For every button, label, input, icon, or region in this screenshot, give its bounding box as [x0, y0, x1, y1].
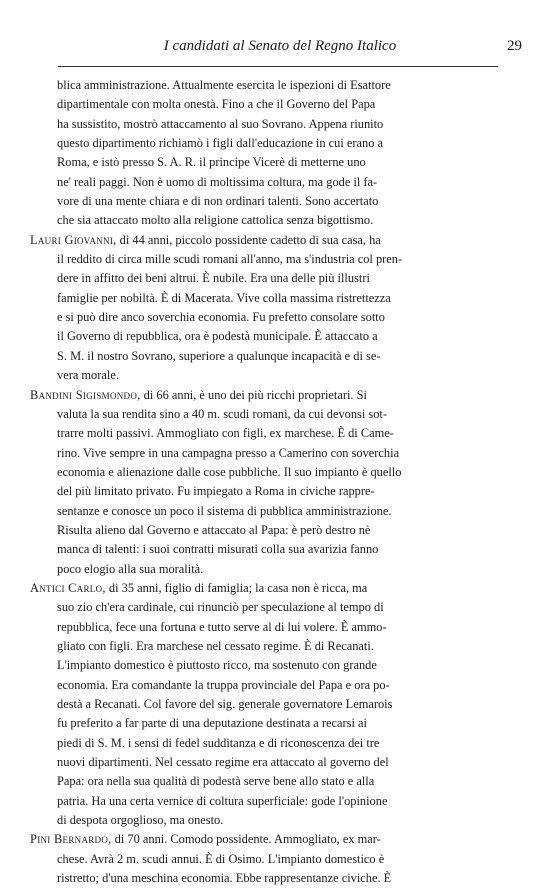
text-line: il Governo di repubblica, ora è podestà municipale. È attaccato a — [57, 329, 378, 344]
text-line: vera morale. — [57, 368, 119, 383]
text-line: ristretto; d'una meschina economia. Ebbe rappresentanze civiche. È — [57, 871, 392, 886]
entry-text: di 66 anni, è uno dei più ricchi proprietari. Si — [140, 387, 367, 402]
text-line: piedi di S. M. i sensi di fedel sudditanza e di riconoscenza dei tre — [57, 735, 380, 750]
entry-name: Pini Bernardo, — [30, 832, 112, 847]
text-line: Risulta alieno dal Governo e attaccato al Papa: è però destro nè — [57, 522, 371, 537]
text-line: famiglie per nobiltà. È di Macerata. Vive colla massima ristrettezza — [57, 290, 391, 305]
paragraph-bandini — [30, 386, 500, 579]
text-line: S. M. il nostro Sovrano, superiore a qualunque incapacità e di se- — [57, 348, 381, 363]
text-line — [30, 579, 500, 598]
text-line: ne' reali paggi. Non è uomo di moltissima coltura, ma gode il fa- — [57, 174, 378, 189]
text-line: poco elogio alla sua moralità. — [57, 561, 204, 576]
paragraph-lauri — [30, 231, 500, 386]
running-header — [30, 38, 530, 60]
entry-text: di 44 anni, piccolo possidente cadetto di sua casa, ha — [116, 232, 381, 247]
text-line: economia. Era comandante la truppa provinciale del Papa e ora po- — [57, 677, 390, 692]
paragraph-intro — [30, 76, 500, 231]
text-line: gliato con figli. Era marchese nel cessato regime. È di Recanati. — [57, 638, 374, 653]
text-line: fu preferito a far parte di una deputazione destinata a recarsi ai — [57, 716, 367, 731]
text-line: manca di talenti: i suoi contratti misurati colla sua avarizia fanno — [57, 542, 379, 557]
text-line: rino. Vive sempre in una campagna presso a Camerino con soverchia — [57, 445, 400, 460]
text-line — [30, 231, 500, 250]
entry-name: Bandini Sigismondo, — [30, 387, 141, 402]
entry-text: di 70 anni. Comodo possidente. Ammogliato, ex mar- — [111, 832, 381, 847]
text-line: repubblica, fece una fortuna e tutto serve al di lui volere. È ammo- — [57, 619, 387, 634]
text-line — [30, 386, 500, 405]
page-number: 29 — [507, 38, 522, 54]
page-body — [30, 76, 500, 888]
text-line: Roma, e istò presso S. A. R. il principe Vicerè di metterne uno — [57, 155, 366, 170]
text-line: vore di una mente chiara e di non ordinari talenti. Sono accertato — [57, 194, 379, 209]
text-line: sentanze e conosce un poco il sistema di pubblica amministrazione. — [57, 503, 392, 518]
text-line: chese. Avrà 2 m. scudi annui. È di Osimo. L'impianto domestico è — [57, 851, 385, 866]
text-line: valuta la sua rendita sino a 40 m. scudi romani, da cui devonsi sot- — [57, 406, 387, 421]
text-line: che sia attaccato molto alla religione cattolica senza bigottismo. — [57, 213, 374, 228]
text-line: economia e alienazione dalle cose pubbliche. Il suo impianto è quello — [57, 464, 402, 479]
text-line: questo dipartimento richiamò i figli dall'educazione in cui erano a — [57, 136, 383, 151]
text-line: dere in affitto dei beni altrui. È nubile. Era una delle più illustri — [57, 271, 370, 286]
text-line: di despota orgoglioso, ma onesto. — [57, 813, 224, 828]
text-line: trarre molti passivi. Ammogliato con figli, ex marchese. È di Came- — [57, 426, 394, 441]
running-title: I candidati al Senato del Regno Italico — [163, 38, 397, 54]
text-line: il reddito di circa mille scudi romani all'anno, ma s'industria col pren- — [57, 252, 403, 267]
entry-text: di 35 anni, figlio di famiglia; la casa non è ricca, ma — [105, 580, 368, 595]
entry-name: Antici Carlo, — [30, 580, 106, 595]
text-line: ha sussistito, mostrò attaccamento al suo Sovrano. Appena riunito — [57, 116, 384, 131]
text-line: blica amministrazione. Attualmente esercita le ispezioni di Esattore — [57, 78, 391, 92]
text-line: destà a Recanati. Col favore del sig. generale governatore Lemarois — [57, 697, 393, 711]
paragraph-antici — [30, 579, 500, 830]
text-line: L'impianto domestico è piuttosto ricco, ma sostenuto con grande — [57, 658, 377, 673]
text-line: e si può dire anco soverchia economia. Fu prefetto consolare sotto — [57, 310, 385, 325]
text-line: Papa: ora nella sua qualità di podestà serve bene allo stato e alla — [57, 774, 375, 789]
entry-name: Lauri Giovanni, — [30, 232, 117, 247]
text-line: nuovi dipartimenti. Nel cessato regime era attaccato al governo del — [57, 755, 389, 770]
paragraph-pini — [30, 830, 500, 888]
text-line — [30, 830, 500, 849]
text-line: patria. Ha una certa vernice di coltura superficiale: gode l'opinione — [57, 793, 388, 808]
text-line: dipartimentale con molta onestà. Fino a che il Governo del Papa — [57, 97, 376, 112]
text-line: del più limitato privato. Fu impiegato a Roma in civiche rappre- — [57, 484, 375, 499]
text-line: suo zio ch'era cardinale, cui rinunciò per speculazione al tempo di — [57, 600, 384, 615]
header-rule — [58, 66, 498, 67]
